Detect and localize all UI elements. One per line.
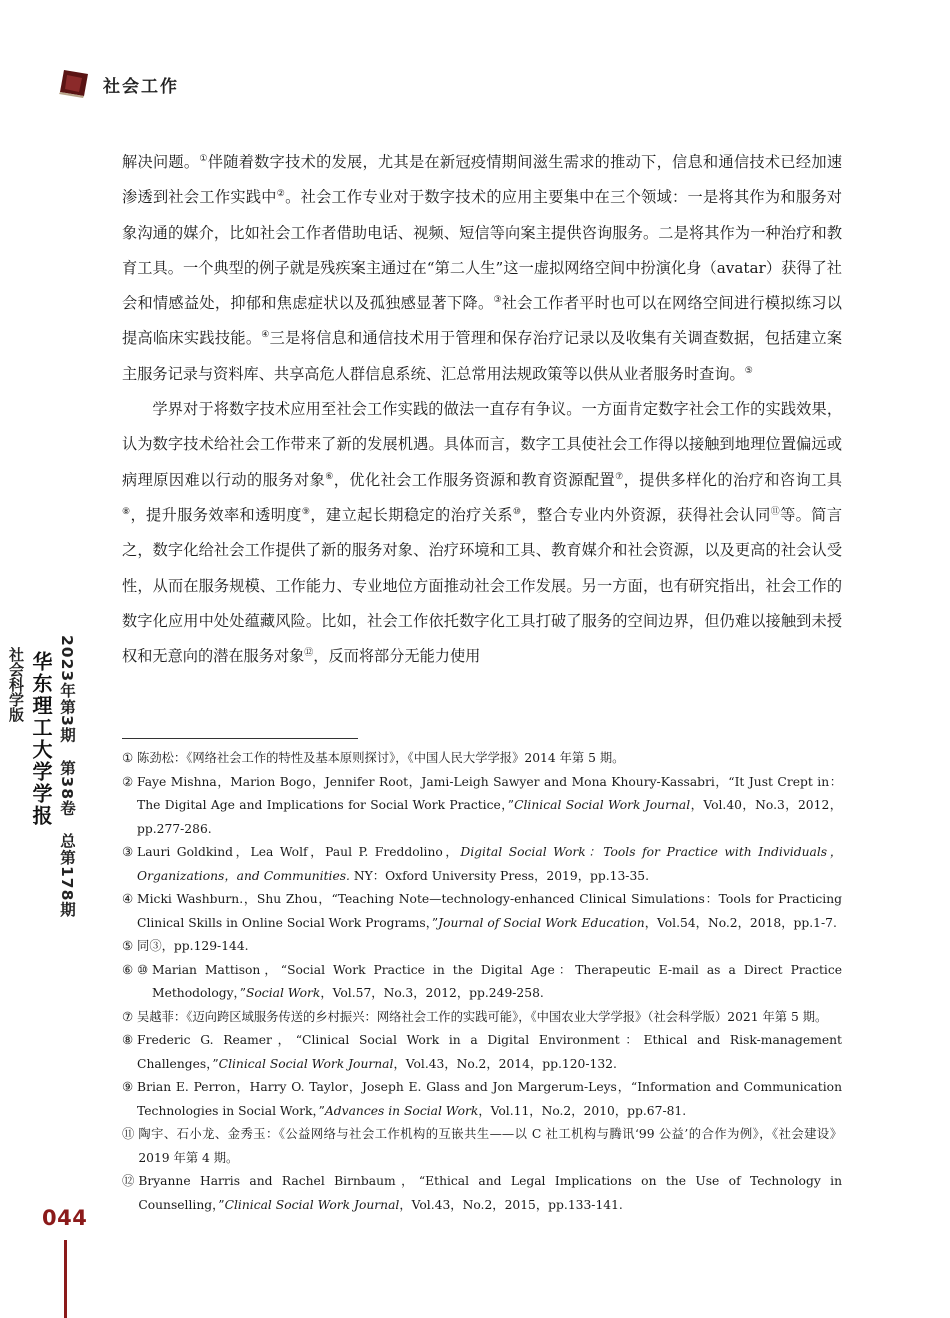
footnote-9: ⑨ Brian E. Perron，Harry O. Taylor，Joseph E. Glass and Jon Margerum-Leys，“Information and Communication Technologies in Social Work，”Advances in Social Work，Vol.11，No.2，2010，pp.67-81. bbox=[122, 1080, 842, 1118]
note-ref[interactable]: ④ bbox=[261, 330, 270, 341]
book-icon bbox=[58, 66, 90, 98]
note-ref[interactable]: ⑩ bbox=[512, 506, 522, 517]
note-ref[interactable]: ⑨ bbox=[301, 506, 311, 517]
note-ref[interactable]: ⑦ bbox=[615, 471, 624, 482]
footnote-3: ③ Lauri Goldkind，Lea Wolf，Paul P. Freddolino，Digital Social Work：Tools for Practice with Individuals，Organizations，and Communities. NY：Oxford University Press，2019，pp.13-35. bbox=[122, 845, 843, 883]
footnote-12: ⑫ Bryanne Harris and Rachel Birnbaum，“Ethical and Legal Implications on the Use of Technology in Counselling，”Clinical Social Work Journal，Vol.43，No.2，2015，pp.133-141. bbox=[122, 1174, 842, 1212]
paragraph-2: 学界对于将数字技术应用至社会工作实践的做法一直存有争议。一方面肯定数字社会工作的实践效果，认为数字技术给社会工作带来了新的发展机遇。具体而言，数字工具使社会工作得以接触到地理位置偏远或病理原因难以行动的服务对象⑥，优化社会工作服务资源和教育资源配置⑦，提供多样化的治疗和咨询工具⑧，提升服务效率和透明度⑨，建立起长期稳定的治疗关系⑩，整合专业内外资源，获得社会认同⑪等。简言之，数字化给社会工作提供了新的服务对象、治疗环境和工具、教育媒介和社会资源，以及更高的社会认受性，从而在服务规模、工作能力、专业地位方面推动社会工作发展。另一方面，也有研究指出，社会工作的数字化应用中处处蕴藏风险。比如，社会工作依托数字化工具打破了服务的空间边界，但仍难以接触到未授权和无意向的潜在服务对象⑫，反而将部分无能力使用 bbox=[122, 400, 843, 666]
note-ref[interactable]: ① bbox=[199, 154, 208, 164]
note-ref[interactable]: ⑥ bbox=[325, 471, 334, 482]
page-number: 044 bbox=[42, 1206, 88, 1230]
footnote-7: ⑦ 吴越菲：《迈向跨区域服务传送的乡村振兴：网络社会工作的实践可能》，《中国农业大学学报》（社会科学版）2021 年第 5 期。 bbox=[122, 1009, 828, 1024]
note-ref[interactable]: ⑧ bbox=[122, 506, 131, 517]
note-ref[interactable]: ③ bbox=[493, 295, 502, 306]
footnote-11: ⑪ 陶宇、石小龙、金秀玉：《公益网络与社会工作机构的互嵌共生——以 C 社工机构与腾讯‘99 公益’的合作为例》，《社会建设》2019 年第 4 期。 bbox=[122, 1127, 842, 1165]
note-ref[interactable]: ⑪ bbox=[770, 506, 781, 517]
footnotes bbox=[122, 747, 842, 1217]
footnote-divider bbox=[122, 738, 358, 739]
page-rule bbox=[64, 1240, 67, 1318]
footnote-4: ④ Micki Washburn.，Shu Zhou，“Teaching Note—technology-enhanced Clinical Simulations：Tools for Practicing Clinical Skills in Online Social Work Programs，”Journal of Social Work Education，Vol.54，No.2，2018，pp.1-7. bbox=[122, 892, 842, 930]
note-ref[interactable]: ⑫ bbox=[304, 648, 314, 659]
footnote-1: ① 陈劲松：《网络社会工作的特性及基本原则探讨》，《中国人民大学学报》2014 年第 5 期。 bbox=[122, 751, 625, 765]
journal-edition: 社会科学版 bbox=[7, 647, 25, 722]
side-rail bbox=[7, 635, 78, 918]
footnote-5: ⑤ 同③，pp.129-144. bbox=[122, 939, 249, 953]
footnote-6: ⑥ ⑩ Marian Mattison，“Social Work Practice in the Digital Age：Therapeutic E-mail as a Direct Practice Methodology，”Social Work，Vol.57，No.3，2012，pp.249-258. bbox=[122, 962, 842, 1000]
issue-info: 2023年第3期 第38卷 总第178期 bbox=[58, 635, 76, 918]
footnote-8: ⑧ Frederic G. Reamer，“Clinical Social Work in a Digital Environment：Ethical and Risk-management Challenges，”Clinical Social Work Journal，Vol.43，No.2，2014，pp.120-132. bbox=[122, 1033, 842, 1071]
note-ref[interactable]: ② bbox=[276, 189, 286, 200]
journal-title: 华东理工大学学报 bbox=[29, 651, 53, 827]
body-text bbox=[122, 145, 842, 674]
footnote-2: ② Faye Mishna，Marion Bogo，Jennifer Root，Jami-Leigh Sawyer and Mona Khoury-Kassabri，“It Just Crept in：The Digital Age and Implications for Social Work Practice，”Clinical Social Work Journal，Vol.40，No.3，2012，pp.277-286. bbox=[122, 774, 843, 836]
paragraph-1: 解决问题。①伴随着数字技术的发展，尤其是在新冠疫情期间滋生需求的推动下，信息和通信技术已经加速渗透到社会工作实践中②。社会工作专业对于数字技术的应用主要集中在三个领域：一是将其作为和服务对象沟通的媒介，比如社会工作者借助电话、视频、短信等向案主提供咨询服务。二是将其作为一种治疗和教育工具。一个典型的例子就是残疾案主通过在“第二人生”这一虚拟网络空间中扮演化身（avatar）获得了社会和情感益处，抑郁和焦虑症状以及孤独感显著下降。③社会工作者平时也可以在网络空间进行模拟练习以提高临床实践技能。④三是将信息和通信技术用于管理和保存治疗记录以及收集有关调查数据，包括建立案主服务记录与资料库、共享高危人群信息系统、汇总常用法规政策等以供从业者服务时查询。⑤ bbox=[122, 153, 842, 383]
note-ref[interactable]: ⑤ bbox=[744, 365, 753, 376]
section-title: 社会工作 bbox=[103, 77, 179, 97]
